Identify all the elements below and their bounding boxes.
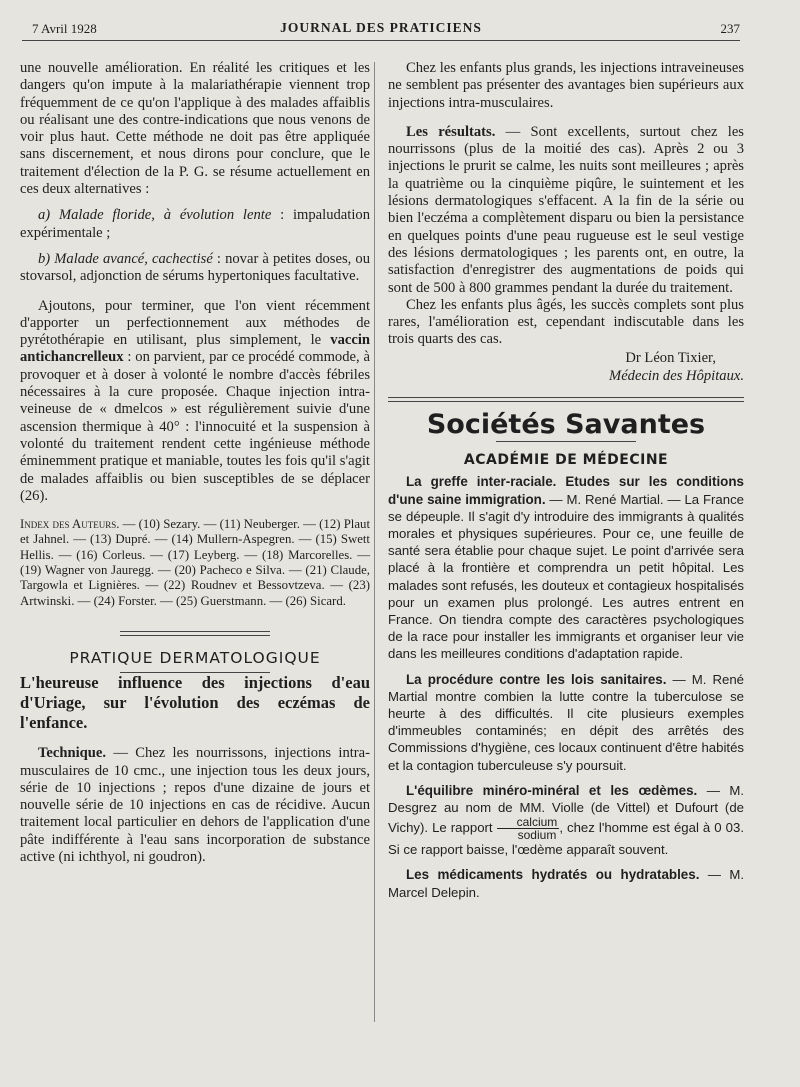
- left-column: [20, 60, 370, 866]
- technique-text: — Chez les nourrissons, injections intra-musculaires de 10 cmc., une injection tous les deux jours, série de 10 injections ; repos d'une dizaine de jours et nouvelle série de 10 injections en cas de récidive. Aucun traitement local particulier en dehors de l'application d'une pâte indifférente à l'eau sans incorporation de substance active (ni ichthyol, ni goudron).: [20, 745, 370, 865]
- alternative-b-label: b) Malade avancé, cachectisé: [38, 250, 213, 267]
- author-index: [20, 517, 370, 609]
- academie-heading: ACADÉMIE DE MÉDECINE: [463, 452, 669, 469]
- communication-2-text: montre combien la lutte contre la tuberculose se heurte à des difficultés. Il cite plusieurs exemples d'immeubles contaminés; en dépit des arrêtés des Commissions d'hygiène, ces locaux continuent d'être habités et la contagion tuberculeuse s'y poursuit.: [388, 688, 744, 773]
- communication-1-text: La France se dépeuple. Il s'agit d'y introduire des immigrants à qualités morales et physiques supérieures. Pour ce, une feuille de santé sera établie pour chaque sujet. Le point d'arrivée sera placé à la frontière et comprendra un petit hôpital. Les malades sont refusés, les douteux et contagieux hospitalisés pour un examen plus prolongé. Les autres entrent en France. On tiendra compte des caractères psychologiques de la race pour installer les immigrants et organiser leur vie dans les meilleures conditions d'adaptation rapide.: [388, 491, 744, 662]
- left-paragraph-1: une nouvelle amélioration. En réalité les critiques et les dangers qu'on impute à la malariathérapie viennent trop fréquemment de ce qu'on l'applique à des malades affaiblis ou réalisant une des contre-indications que nous venons de voir plus haut. Cette méthode ne doit pas être appliquée sans discernement, et nous dirons pour conclure, que le traitement d'élection de la P. G. se résume actuellement en ces deux alternatives :: [20, 60, 370, 198]
- article-title: L'heureuse influence des injections d'eau d'Uriage, sur l'évolution des eczémas de l'enfance.: [20, 673, 370, 733]
- author-index-text: — (10) Sezary. — (11) Neuberger. — (12) Plaut et Jahnel. — (13) Dupré. — (14) Mullern-Aspegren. — (15) Swett Hellis. — (16) Corleus. — (17) Leyberg. — (18) Marcorelles. — (19) Wagner von Jauregg. — (20) Pacheco e Silva. — (21) Claude, Targowla et Lignières. — (22) Roudnev et Bessovtzeva. — (23) Artwinski. — (24) Forster. — (25) Guerstmann. — (26) Sicard.: [20, 517, 370, 608]
- right-paragraph-3: Chez les enfants plus âgés, les succès complets sont plus rares, l'amélioration est, cependant indiscutable dans les trois quarts des cas.: [388, 296, 744, 348]
- technique-paragraph: [20, 745, 370, 866]
- signature-name: Dr Léon Tixier,: [625, 349, 716, 366]
- calcium-sodium-fraction: [497, 816, 560, 841]
- results-paragraph: [388, 124, 744, 297]
- signature: [388, 349, 744, 385]
- communication-2-author: — M. René Martial: [388, 671, 744, 704]
- communication-1-author: — M. René Martial. —: [545, 491, 681, 507]
- right-paragraph-1: Chez les enfants plus grands, les injections intraveineuses ne semblent pas présenter des avantages bien supérieurs aux injections intra-musculaires.: [388, 60, 744, 111]
- communication-3-text-a: — M. Desgrez au nom de MM. Violle (de Vittel) et Dufourt (de Vichy). Le rapport: [388, 782, 744, 836]
- communication-4: [388, 866, 744, 900]
- communication-4-title: Les médicaments hydratés ou hydratables.: [406, 867, 700, 883]
- page-number: 237: [720, 21, 740, 36]
- alternative-a-label: a) Malade floride, à évolution lente: [38, 207, 272, 224]
- societes-heading: Sociétés Savantes: [426, 408, 706, 440]
- communication-4-author: — M. Marcel Delepin.: [388, 867, 744, 900]
- communication-3: [388, 782, 744, 859]
- fraction-numerator: calcium: [497, 816, 560, 829]
- communication-2: [388, 671, 744, 774]
- technique-label: Technique.: [38, 745, 106, 762]
- alternative-b: [20, 251, 370, 286]
- signature-title: Médecin des Hôpitaux.: [609, 367, 744, 384]
- section-separator: [120, 631, 270, 636]
- communication-1: [388, 473, 744, 662]
- header-rule: [22, 40, 740, 41]
- alternative-b-text: : novar à petites doses, ou stovarsol, adjonction de sérums hypertoniques facultative.: [20, 250, 370, 285]
- left-paragraph-2: [20, 298, 370, 506]
- column-divider: [374, 62, 375, 1022]
- societes-content: [388, 473, 744, 900]
- section-title: PRATIQUE DERMATOLOGIQUE: [69, 648, 321, 667]
- right-column: [388, 60, 744, 901]
- author-index-label: Index des Auteurs.: [20, 517, 120, 532]
- vaccine-term: vaccin antichancrelleux: [20, 332, 370, 366]
- alternative-a-text: : impaludation expérimentale ;: [20, 207, 370, 241]
- left-paragraph-2-start: Ajoutons, pour terminer, que l'on vient récemment d'apporter un perfectionnement aux méthodes de pyrétothérapie en utilisant, plus simplement, le: [20, 297, 370, 349]
- alternative-a: [20, 207, 370, 242]
- header-date: 7 Avril 1928: [32, 21, 97, 36]
- communication-3-title: L'équilibre minéro-minéral et les œdèmes.: [406, 782, 698, 798]
- fraction-denominator: sodium: [517, 828, 557, 843]
- communication-2-title: La procédure contre les lois sanitaires.: [406, 671, 667, 687]
- communication-3-text-b: , chez l'homme est égal à 0 03. Si ce rapport baisse, l'œdème apparaît souvent.: [388, 820, 744, 858]
- communication-1-title: La greffe inter-raciale. Etudes sur les conditions d'une saine immigration.: [388, 474, 744, 507]
- results-label: Les résultats.: [406, 123, 496, 140]
- left-paragraph-2-end: : on parvient, par ce procédé commode, à provoquer et à doser à volonté le nombre d'accès fébriles nécessaires à la cure proposée. Chaque injection intra-veineuse de « dmelcos » est régulièrement suivie d'une ascension thermique à 40° : l'innocuité et la suspension à volonté du traitement rendent cette ingénieuse méthode éminemment pratique et maniable, toutes les fois qu'il s'agit de malades affaiblis ou bien susceptibles de se déplacer (26).: [20, 349, 370, 504]
- results-text: — Sont excellents, surtout chez les nourrissons (plus de la moitié des cas). Après 2 ou 3 injections le prurit se calme, les nuits sont meilleures ; après la quatrième ou la cinquième piqûre, le suintement et les lésions dermatologiques s'effacent. A la fin de la série ou bien l'eczéma a complètement disparu ou bien la persistance en quelques points d'une peau rugueuse est le seul vestige des lésions dermatologiques ; les parents ont, en outre, la satisfaction d'enregistrer des augmentations de poids qui sont de 500 à 800 grammes pendant la durée du traitement.: [388, 123, 744, 296]
- running-header: [22, 18, 740, 38]
- journal-title: JOURNAL DES PRATICIENS: [280, 20, 482, 35]
- societes-separator: [388, 397, 744, 402]
- societes-heading-rule: [496, 441, 636, 442]
